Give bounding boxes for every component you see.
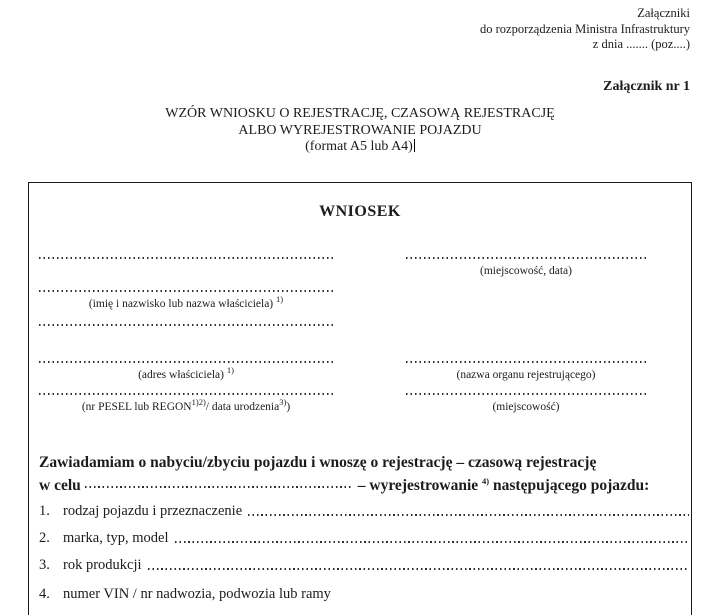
label-place: (miejscowość) [492,401,560,413]
header-annotations [480,6,690,53]
statement-line-2: w celu – wyrejestrowanie $^{4)}$ następującego pojazdu: [39,475,650,494]
dotted-fill-make-model [175,541,689,543]
dotted-field-line-owner-3 [39,324,333,326]
label-pesel-birthdate: (nr PESEL lub $REGON^{1)2)}/$ data urodzenia$^{3)}$) [81,397,291,413]
dotted-field-line-pesel [39,393,333,395]
title-line-3: (format A5 lub A4) [305,139,413,154]
label-owner-address: (adres właściciela) $^{1)}$ [138,365,234,381]
footnote-ref-1: 1) [276,294,284,305]
label-owner-name: (imię i nazwisko lub nazwa właściciela) $^{1)}$ [88,294,284,310]
document-title [0,106,720,156]
title-line-2: ALBO WYREJESTROWANIE POJAZDU [238,122,482,138]
title-line-1: WZÓR WNIOSKU O REJESTRACJĘ, CZASOWĄ REJESTRACJĘ [165,106,555,121]
dotted-field-line-owner-1 [39,257,333,259]
attachment-number: Załącznik nr 1 [603,79,690,94]
footnote-ref-3: 3) [279,397,287,408]
footnote-ref-4: 4) [482,475,490,486]
statement-line-1: Zawiadamiam o nabyciu/zbyciu pojazdu i wnoszę o rejestrację – czasową rejestrację [39,454,597,471]
statement-paragraph [39,451,689,497]
list-item-production-year: 3. rok produkcji [39,557,691,574]
label-place-date: (miejscowość, data) [480,265,572,277]
header-line-z-dnia: z dnia ....... (poz....) [592,37,690,51]
dotted-field-line-authority [406,361,646,363]
header-line-zalaczniki: Załączniki [637,6,690,20]
form-box [28,182,692,615]
text-cursor [414,139,415,152]
label-authority: (nazwa organu rejestrującego) [456,369,596,381]
footnote-ref-1b: 1) [226,365,234,376]
dotted-fill-production-year [148,568,689,570]
dotted-field-line-owner-2 [39,290,333,292]
dotted-field-line-place-date [406,257,646,259]
dotted-field-line-place [406,393,646,395]
footnote-ref-12: 1)2) [191,397,206,408]
dotted-fill-purpose [85,486,353,488]
list-item-vehicle-type: 1. rodzaj pojazdu i przeznaczenie [39,503,691,520]
dotted-field-line-address [39,361,333,363]
list-item-vin: 4. numer VIN / nr nadwozia, podwozia lub ramy [39,586,331,602]
dotted-fill-vehicle-type [248,514,689,516]
form-heading: WNIOSEK [319,203,401,220]
header-line-rozporzadzenie: do rozporządzenia Ministra Infrastruktury [480,21,690,36]
list-item-make-model: 2. marka, typ, model [39,530,691,547]
